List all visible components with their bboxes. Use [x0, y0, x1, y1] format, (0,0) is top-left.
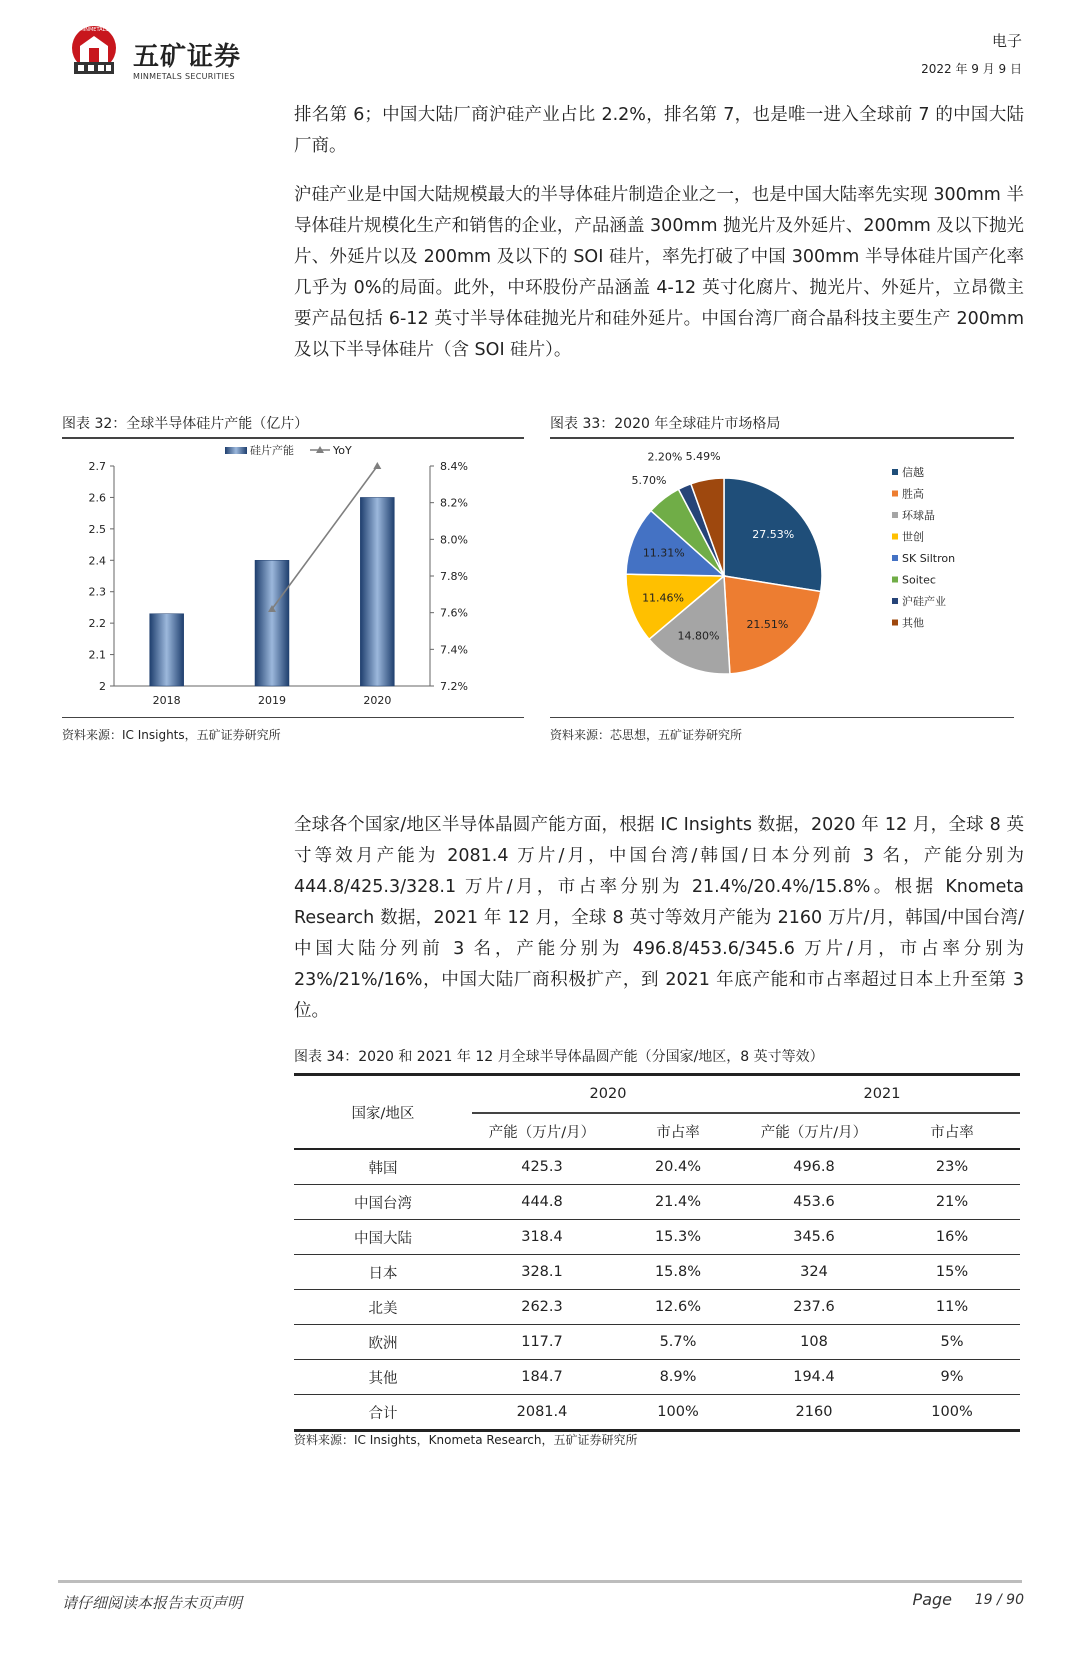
table-row	[294, 1255, 1020, 1290]
y-tick-label: 2.1	[88, 648, 106, 662]
cell-share-2020: 5.7%	[659, 1334, 697, 1350]
pie-value-label: 27.53%	[752, 528, 795, 542]
y2-tick-label: 7.4%	[440, 643, 468, 657]
cell-capacity-2021: 496.8	[793, 1159, 835, 1175]
footer-rule	[58, 1580, 1022, 1583]
y-tick-label: 2.7	[88, 460, 106, 473]
cell-capacity-2021: 324	[800, 1264, 828, 1280]
fig33-bottom-rule	[550, 717, 1014, 718]
col-header-2021: 2021	[744, 1075, 1020, 1114]
legend-label-5: SK Siltron	[902, 552, 956, 565]
cell-share-2021: 23%	[935, 1159, 969, 1175]
y2-tick-label: 8.0%	[440, 533, 468, 547]
y-tick-label: 2.5	[88, 522, 106, 536]
cell-region: 其他	[368, 1370, 398, 1387]
pie-value-label: 11.46%	[642, 591, 685, 605]
legend-swatch-6	[892, 577, 898, 583]
legend-swatch-capacity	[225, 447, 247, 454]
legend-label-yoy: YoY	[333, 444, 352, 457]
cell-region: 中国台湾	[354, 1195, 412, 1212]
cell-capacity-2020: 184.7	[521, 1369, 563, 1385]
pie-value-label: 21.51%	[746, 617, 789, 631]
footer-disclaimer: 请仔细阅读本报告末页声明	[62, 1594, 243, 1612]
table-row	[294, 1325, 1020, 1360]
cell-share-2020: 100%	[657, 1404, 699, 1420]
cell-share-2020: 12.6%	[654, 1299, 702, 1315]
cell-capacity-2021: 237.6	[793, 1299, 835, 1315]
legend-label-6: Soitec	[902, 573, 936, 587]
y2-tick-label: 7.2%	[440, 680, 468, 693]
y-tick-label: 2	[99, 680, 106, 693]
cell-region: 欧洲	[368, 1335, 398, 1352]
paragraph-2: 沪硅产业是中国大陆规模最大的半导体硅片制造企业之一，也是中国大陆率先实现 300mm 半导体硅片规模化生产和销售的企业，产品涵盖 300mm 抛光片及外延片、200mm 及以下抛光片、外延片以及 200mm 及以下的 SOI 硅片，率先打破了中国 300mm 半导体硅片国产化率几乎为 0%的局面。此外，中环股份产品涵盖 4-12 英寸化腐片、抛光片、外延片，立昂微主要产品包括 6-12 英寸半导体硅抛光片和硅外延片。中国台湾厂商合晶科技主要生产 200mm 及以下半导体硅片（含 SOI 硅片）。	[294, 185, 1024, 360]
legend-label-3: 环球晶	[902, 509, 935, 522]
table34-source: 资料来源：IC Insights，Knometa Research，五矿证券研究所	[294, 1433, 638, 1447]
cell-share-2020: 8.9%	[659, 1369, 697, 1385]
cell-share-2020: 20.4%	[654, 1159, 702, 1175]
cell-capacity-2021: 345.6	[793, 1229, 835, 1245]
legend-swatch-1	[892, 469, 898, 475]
table34-title: 图表 34：2020 和 2021 年 12 月全球半导体晶圆产能（分国家/地区，8 英寸等效）	[294, 1049, 824, 1065]
cell-capacity-2021: 453.6	[793, 1194, 835, 1210]
table-row	[294, 1290, 1020, 1325]
y-tick-label: 2.6	[88, 491, 106, 505]
bar-capacity-2020	[360, 497, 394, 686]
fig32-title: 图表 32：全球半导体硅片产能（亿片）	[62, 416, 309, 432]
cell-region: 北美	[368, 1300, 398, 1317]
yoy-point	[373, 462, 381, 469]
legend-label-2: 胜高	[902, 487, 924, 501]
x-tick-label: 2020	[363, 694, 392, 707]
fig33-source: 资料来源：芯思想，五矿证券研究所	[550, 728, 743, 742]
table-row	[294, 1360, 1020, 1395]
report-date: 2022 年 9 月 9 日	[921, 62, 1022, 76]
cell-capacity-2021: 2160	[795, 1404, 833, 1420]
fig32-bottom-rule	[62, 717, 524, 718]
y2-tick-label: 7.6%	[440, 606, 468, 620]
legend-swatch-8	[892, 620, 898, 626]
cell-capacity-2020: 318.4	[521, 1229, 563, 1245]
col-header-capacity-2021: 产能（万片/月）	[760, 1124, 868, 1141]
paragraph-3: 全球各个国家/地区半导体晶圆产能方面，根据 IC Insights 数据，2020 年 12 月，全球 8 英寸等效月产能为 2081.4 万片/月，中国台湾/韩国/日本分列前 3 名，产能分别为 444.8/425.3/328.1 万片/月，市占率分别为 21.4%/20.4%/15.8%。根据 Knometa Research 数据，2021 年 12 月，全球 8 英寸等效月产能为 2160 万片/月，韩国/中国台湾/中国大陆分列前 3 名，产能分别为 496.8/453.6/345.6 万片/月，市占率分别为 23%/21%/16%，中国大陆厂商积极扩产，到 2021 年底产能和市占率超过日本上升至第 3 位。	[294, 815, 1025, 1021]
x-tick-label: 2019	[258, 694, 286, 707]
table-row-total	[294, 1395, 1020, 1431]
y-tick-label: 2.3	[88, 585, 106, 599]
col-header-share-2021: 市占率	[930, 1124, 974, 1141]
col-header-capacity-2020: 产能（万片/月）	[488, 1124, 596, 1141]
cell-share-2021: 100%	[931, 1404, 973, 1420]
cell-share-2021: 9%	[940, 1369, 964, 1385]
capacity-table	[294, 1073, 1020, 1432]
footer-page-label: Page	[912, 1590, 952, 1609]
fig33-chart	[550, 442, 1014, 714]
x-tick-label: 2018	[152, 694, 181, 707]
y2-tick-label: 7.8%	[440, 570, 468, 583]
pie-value-label: 5.70%	[631, 473, 667, 487]
fig33-title: 图表 33：2020 年全球硅片市场格局	[550, 416, 781, 432]
footer-page-number: 19 / 90	[974, 1592, 1024, 1608]
pie-value-label: 5.49%	[685, 449, 721, 463]
legend-label-4: 世创	[902, 530, 924, 544]
table-row	[294, 1185, 1020, 1220]
cell-capacity-2020: 117.7	[521, 1334, 563, 1350]
logo-seal-text: MINMETALS	[79, 27, 109, 33]
fig32-top-rule	[62, 437, 524, 439]
col-header-share-2020: 市占率	[656, 1124, 700, 1141]
col-header-region: 国家/地区	[294, 1075, 472, 1150]
legend-swatch-7	[892, 598, 898, 604]
fig33-top-rule	[550, 437, 1014, 439]
pie-value-label: 14.80%	[677, 629, 720, 643]
cell-region: 中国大陆	[354, 1230, 412, 1247]
legend-swatch-3	[892, 512, 898, 518]
cell-capacity-2020: 444.8	[521, 1194, 563, 1210]
pie-value-label: 11.31%	[642, 546, 685, 560]
legend-label-8: 其他	[902, 616, 924, 630]
y2-tick-label: 8.4%	[440, 460, 468, 473]
bar-capacity-2018	[150, 614, 184, 686]
report-sector: 电子	[991, 32, 1022, 50]
paragraph-1: 排名第 6；中国大陆厂商沪硅产业占比 2.2%，排名第 7，也是唯一进入全球前 7 的中国大陆厂商。	[294, 105, 1024, 156]
bar-capacity-2019	[255, 560, 289, 686]
cell-share-2021: 21%	[935, 1194, 969, 1210]
fig32-chart	[62, 442, 524, 714]
cell-share-2021: 11%	[935, 1299, 969, 1315]
cell-region: 合计	[368, 1405, 398, 1422]
legend-label-1: 信越	[902, 466, 924, 479]
fig32-source: 资料来源：IC Insights，五矿证券研究所	[62, 728, 281, 742]
cell-share-2020: 15.3%	[654, 1229, 702, 1245]
col-header-2020: 2020	[472, 1075, 744, 1114]
cell-capacity-2020: 425.3	[521, 1159, 563, 1175]
legend-swatch-4	[892, 534, 898, 540]
table-row	[294, 1220, 1020, 1255]
legend-swatch-2	[892, 491, 898, 497]
cell-region: 日本	[368, 1265, 398, 1282]
cell-capacity-2020: 262.3	[521, 1299, 563, 1315]
legend-label-7: 沪硅产业	[902, 595, 946, 608]
cell-share-2021: 15%	[935, 1264, 969, 1280]
y-tick-label: 2.2	[88, 617, 106, 631]
y2-tick-label: 8.2%	[440, 496, 468, 510]
y-tick-label: 2.4	[88, 554, 106, 568]
cell-capacity-2020: 2081.4	[516, 1404, 568, 1420]
pie-value-label: 2.20%	[647, 450, 683, 464]
cell-share-2021: 16%	[935, 1229, 969, 1245]
cell-capacity-2020: 328.1	[521, 1264, 563, 1280]
cell-capacity-2021: 108	[800, 1334, 828, 1350]
brand-name-cn: 五矿证券	[133, 42, 242, 72]
legend-label-capacity: 硅片产能	[250, 444, 294, 457]
cell-share-2021: 5%	[940, 1334, 964, 1350]
cell-share-2020: 15.8%	[654, 1264, 702, 1280]
cell-region: 韩国	[368, 1160, 398, 1177]
cell-share-2020: 21.4%	[654, 1194, 702, 1210]
brand-name-en: MINMETALS SECURITIES	[133, 72, 235, 81]
legend-swatch-5	[892, 555, 898, 561]
cell-capacity-2021: 194.4	[793, 1369, 835, 1385]
table-row	[294, 1149, 1020, 1185]
